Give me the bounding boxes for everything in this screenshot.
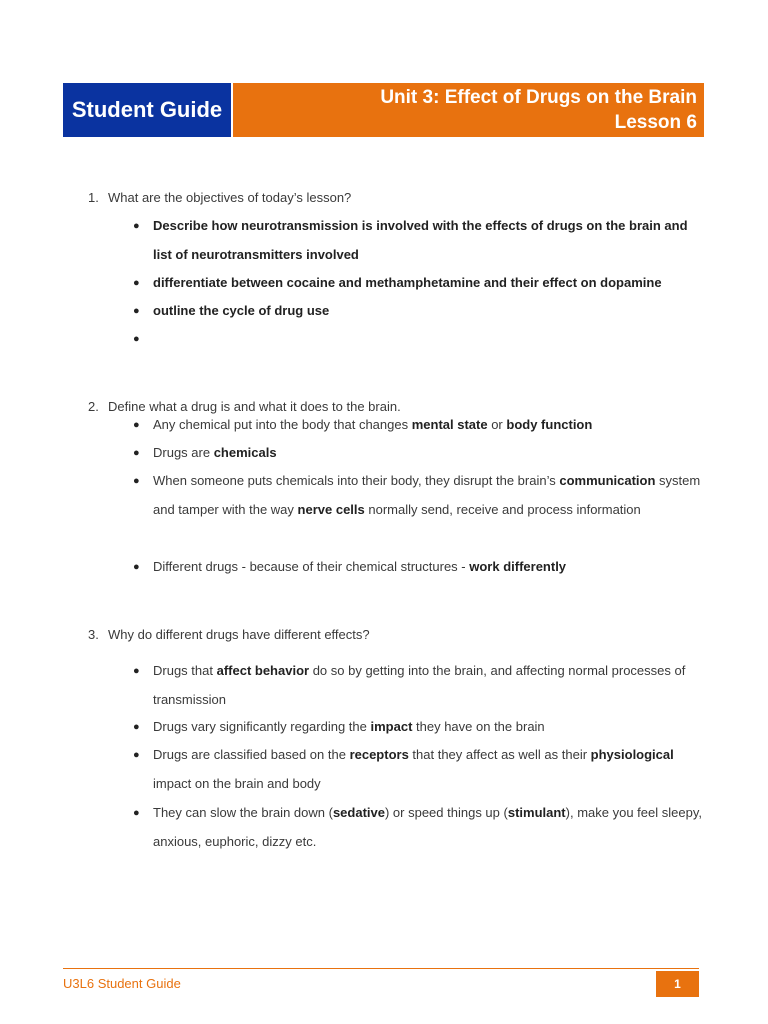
list-item-text (153, 269, 708, 298)
text-run: Drugs are classified based on the (153, 747, 350, 762)
question-number: 1. (88, 190, 99, 205)
text-run: Any chemical put into the body that changes (153, 417, 412, 432)
bullet-icon: ● (133, 665, 140, 677)
text-run: When someone puts chemicals into their body, they disrupt the brain’s (153, 473, 560, 488)
question-text: Why do different drugs have different effects? (108, 627, 370, 642)
lesson-title: Lesson 6 (614, 112, 697, 133)
text-run: they have on the brain (412, 719, 545, 734)
bold-text: receptors (349, 747, 409, 762)
bold-text: outline the cycle of drug use (153, 303, 330, 318)
list-item-text (153, 799, 708, 856)
bullet-icon: ● (133, 419, 140, 431)
list-item-text (153, 212, 708, 269)
bold-text: Describe how neurotransmission is involved with the effects of drugs on the brain and list of neurotransmitters involved (153, 218, 688, 262)
bullet-icon: ● (133, 749, 140, 761)
question-text: Define what a drug is and what it does to the brain. (108, 399, 401, 414)
bold-text: chemicals (213, 445, 277, 460)
bold-text: affect behavior (216, 663, 310, 678)
list-item (133, 411, 708, 440)
question-number: 2. (88, 399, 99, 414)
list-item (133, 657, 708, 714)
text-run: Drugs are (153, 445, 214, 460)
bullet-icon: ● (133, 277, 140, 289)
list-item-text (153, 467, 708, 524)
header-banner (63, 83, 704, 137)
bold-text: differentiate between cocaine and methamphetamine and their effect on dopamine (153, 275, 662, 290)
unit-title: Unit 3: Effect of Drugs on the Brain (380, 87, 697, 108)
list-item (133, 297, 708, 326)
bullet-icon: ● (133, 305, 140, 317)
text-run: ) or speed things up ( (384, 805, 508, 820)
text-run: do so by getting into the brain, and affecting normal processes of transmission (153, 663, 686, 707)
text-run: normally send, receive and process information (364, 501, 641, 517)
page-number: 1 (656, 971, 699, 997)
question-text: What are the objectives of today’s lesson? (108, 190, 352, 205)
bold-text: mental state (411, 417, 488, 432)
footer-divider (63, 968, 699, 969)
list-item-text (153, 553, 708, 582)
list-item-text (153, 411, 708, 440)
bold-text: nerve cells (297, 501, 365, 517)
question-1 (88, 190, 351, 205)
bold-text: impact (370, 719, 413, 734)
bullet-icon: ● (133, 561, 140, 573)
bold-text: body function (506, 417, 593, 432)
text-run: Different drugs - because of their chemical structures - (153, 559, 470, 574)
bullet-icon: ● (133, 475, 140, 487)
bullet-icon: ● (133, 447, 140, 459)
header-right-title (233, 83, 704, 137)
text-run: that they affect as well as their (408, 747, 591, 762)
bold-text: sedative (332, 805, 385, 820)
list-item-text (153, 439, 708, 468)
bold-text: stimulant (507, 805, 566, 820)
list-item (133, 212, 708, 269)
bold-text: communication (559, 473, 656, 488)
list-item-text (153, 713, 708, 742)
footer-label: U3L6 Student Guide (63, 976, 181, 991)
list-item (133, 269, 708, 298)
bullet-icon: ● (133, 333, 140, 345)
bold-text: physiological (590, 747, 674, 762)
list-item (133, 799, 708, 856)
bullet-icon: ● (133, 220, 140, 232)
list-item-text (153, 297, 708, 326)
text-run: Drugs vary significantly regarding the (153, 719, 371, 734)
text-run: They can slow the brain down ( (153, 805, 333, 820)
text-run: or (487, 417, 507, 432)
list-item-text (153, 657, 708, 714)
text-run: ), make you feel sleepy, anxious, euphoric, dizzy etc. (153, 805, 702, 849)
text-run: Drugs that (153, 663, 217, 678)
list-item (133, 713, 708, 742)
list-item (133, 553, 708, 582)
bullet-icon: ● (133, 721, 140, 733)
text-run: system and tamper with the way (153, 473, 701, 517)
list-item (133, 467, 708, 524)
list-item-text (153, 741, 708, 798)
question-3 (88, 627, 370, 642)
list-item (133, 439, 708, 468)
question-number: 3. (88, 627, 99, 642)
list-item (133, 741, 708, 798)
bullet-icon: ● (133, 807, 140, 819)
text-run: impact on the brain and body (153, 775, 321, 791)
bold-text: work differently (469, 559, 567, 574)
header-left-title: Student Guide (63, 83, 233, 137)
